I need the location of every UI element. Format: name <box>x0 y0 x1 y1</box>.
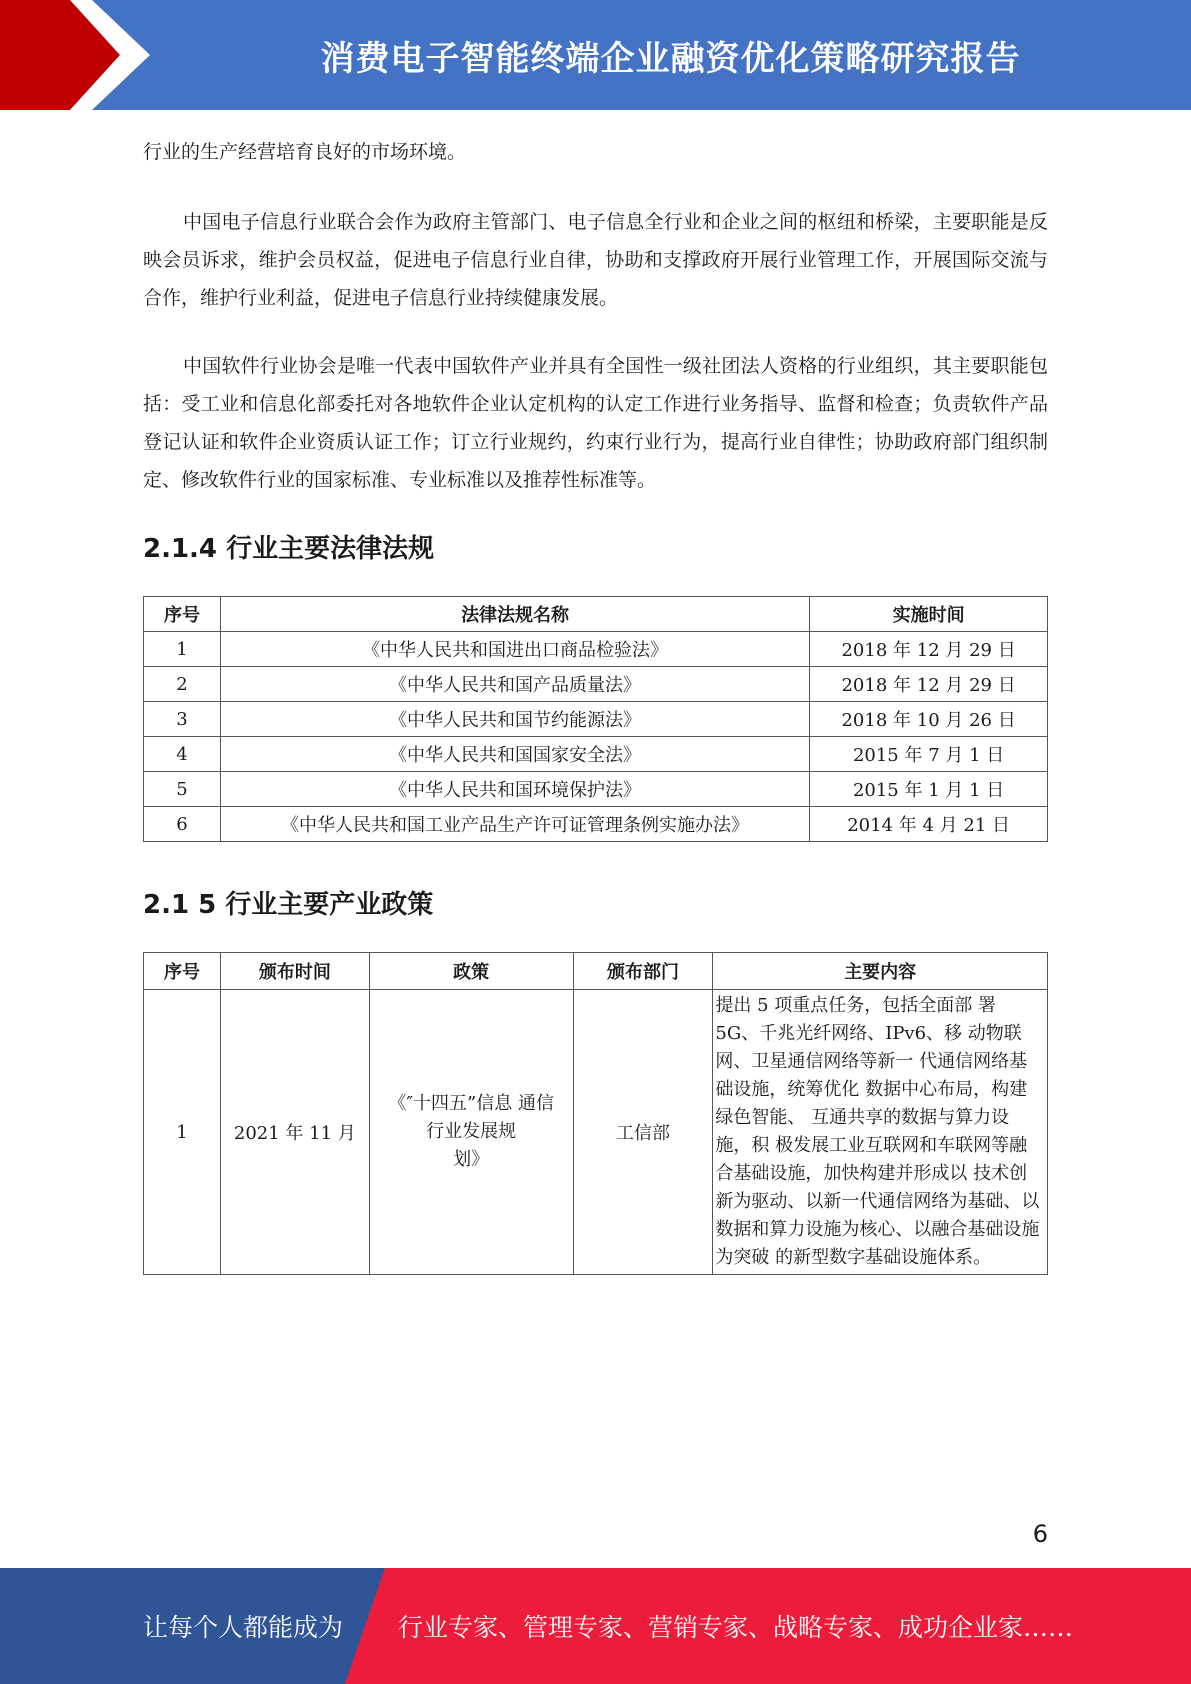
cell-no: 4 <box>144 737 221 772</box>
cell-no: 5 <box>144 772 221 807</box>
table-row <box>144 667 1048 702</box>
cell-law-name: 《中华人民共和国进出口商品检验法》 <box>220 632 809 667</box>
table-header-row <box>144 597 1048 632</box>
table-row <box>144 702 1048 737</box>
cell-date: 2018 年 10 月 26 日 <box>810 702 1048 737</box>
cell-date: 2014 年 4 月 21 日 <box>810 807 1048 842</box>
table-row <box>144 632 1048 667</box>
table-row <box>144 772 1048 807</box>
policy-table <box>143 952 1048 1275</box>
page-number: 6 <box>1032 1520 1048 1548</box>
footer-slogan-left: 让每个人都能成为 <box>143 1613 344 1642</box>
cell-no: 1 <box>144 990 221 1275</box>
table-header-row <box>144 953 1048 990</box>
column-header: 颁布时间 <box>220 953 369 990</box>
cell-policy <box>369 990 573 1275</box>
cell-law-name: 《中华人民共和国产品质量法》 <box>220 667 809 702</box>
cell-date: 2015 年 1 月 1 日 <box>810 772 1048 807</box>
laws-table <box>143 596 1048 842</box>
cell-law-name: 《中华人民共和国环境保护法》 <box>220 772 809 807</box>
cell-issue-date: 2021 年 11 月 <box>220 990 369 1275</box>
paragraph-electronics-federation: 中国电子信息行业联合会作为政府主管部门、电子信息全行业和企业之间的枢纽和桥梁，主要职能是反映会员诉求，维护会员权益，促进电子信息行业自律，协助和支撑政府开展行业管理工作，开展国际交流与合作，维护行业利益，促进电子信息行业持续健康发展。 <box>143 211 1048 309</box>
cell-law-name: 《中华人民共和国国家安全法》 <box>220 737 809 772</box>
cell-no: 1 <box>144 632 221 667</box>
paragraph-intro: 行业的生产经营培育良好的市场环境。 <box>143 141 467 163</box>
cell-no: 6 <box>144 807 221 842</box>
cell-no: 3 <box>144 702 221 737</box>
column-header: 实施时间 <box>810 597 1048 632</box>
cell-no: 2 <box>144 667 221 702</box>
section-title-policies: 2.1 5 行业主要产业政策 <box>143 890 434 920</box>
table-row <box>144 990 1048 1275</box>
column-header: 法律法规名称 <box>220 597 809 632</box>
section-title-laws: 2.1.4 行业主要法律法规 <box>143 534 435 564</box>
table-row <box>144 737 1048 772</box>
policy-line: 《″十四五”信息 通信 <box>388 1093 554 1114</box>
cell-date: 2015 年 7 月 1 日 <box>810 737 1048 772</box>
column-header: 政策 <box>369 953 573 990</box>
column-header: 序号 <box>144 953 221 990</box>
column-header: 序号 <box>144 597 221 632</box>
paragraph-software-association: 中国软件行业协会是唯一代表中国软件产业并具有全国性一级社团法人资格的行业组织，其主要职能包括：受工业和信息化部委托对各地软件企业认定机构的认定工作进行业务指导、监督和检查；负责软件产品登记认证和软件企业资质认证工作；订立行业规约，约束行业行为，提高行业自律性；协助政府部门组织制定、修改软件行业的国家标准、专业标准以及推荐性标准等。 <box>143 355 1048 491</box>
cell-date: 2018 年 12 月 29 日 <box>810 632 1048 667</box>
column-header: 主要内容 <box>713 953 1048 990</box>
cell-department: 工信部 <box>573 990 713 1275</box>
table-row <box>144 807 1048 842</box>
cell-law-name: 《中华人民共和国节约能源法》 <box>220 702 809 737</box>
page-footer <box>0 1568 1191 1684</box>
cell-date: 2018 年 12 月 29 日 <box>810 667 1048 702</box>
cell-law-name: 《中华人民共和国工业产品生产许可证管理条例实施办法》 <box>220 807 809 842</box>
report-title: 消费电子智能终端企业融资优化策略研究报告 <box>320 38 1021 79</box>
footer-slogan-right: 行业专家、管理专家、营销专家、战略专家、成功企业家…… <box>398 1613 1074 1642</box>
column-header: 颁布部门 <box>573 953 713 990</box>
cell-main-content: 提出 5 项重点任务，包括全面部 署 5G、千兆光纤网络、IPv6、移 动物联网、卫星通信网络等新一 代通信网络基础设施，统筹优化 数据中心布局，构建绿色智能、 互通共享的数据与算力设施，积 极发展工业互联网和车联网等融 合基础设施，加快构建并形成以 技术创新为驱动、以新一代通信网络为基础、以数据和算力设施为核心、以融合基础设施为突破 的新型数字基础设施体系。 <box>713 990 1048 1275</box>
page-header <box>0 0 1191 110</box>
policy-line: 划》 <box>453 1149 490 1170</box>
policy-line: 行业发展规 <box>426 1121 517 1142</box>
